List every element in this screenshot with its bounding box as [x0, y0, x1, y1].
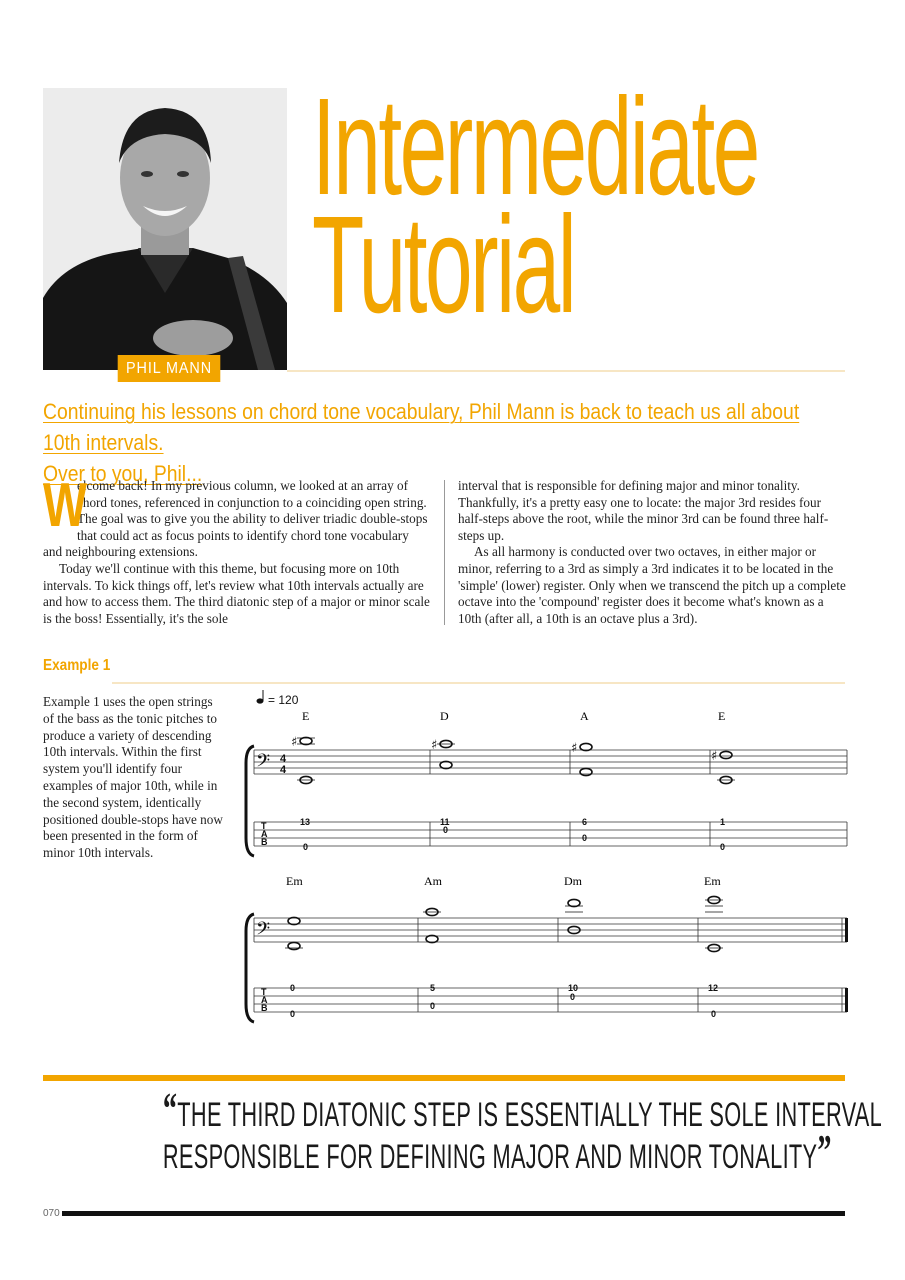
- sharp-icon: ♯: [431, 738, 438, 753]
- title-line-2: Tutorial: [312, 188, 575, 342]
- pull-quote-line-2: [162, 1126, 832, 1178]
- bass-clef-icon: 𝄢: [256, 751, 271, 776]
- article-paragraph: elcome back! In my previous column, we looked at an array of chord tones, referenced in conjunction to a coinciding open string. The goal was to give you the ability to deliver triadic double-stops that could act as focus points to identify chord tone vocabulary and neighbouring extensions.: [43, 478, 428, 560]
- time-signature-bottom: 4: [280, 764, 287, 776]
- chord-symbol: Dm: [564, 874, 582, 888]
- author-photo: [43, 88, 287, 370]
- example-title: Example 1: [43, 657, 111, 674]
- standfirst-line-1: Continuing his lessons on chord tone vocabulary, Phil Mann is back to teach us all about 10th intervals.: [43, 399, 800, 455]
- footer-rule: [62, 1211, 845, 1216]
- page-title: [312, 70, 758, 342]
- standfirst-line-2: Over to you, Phil...: [43, 461, 203, 486]
- chord-symbol: Am: [424, 874, 442, 888]
- tab-number: 5: [430, 983, 436, 993]
- page-number: 070: [43, 1208, 60, 1219]
- tab-number: 0: [582, 833, 588, 843]
- chord-symbol: A: [580, 709, 589, 723]
- standfirst: [43, 396, 800, 489]
- tempo-marking: = 120: [268, 693, 299, 707]
- tab-letter: T: [261, 987, 267, 997]
- author-name-tag: PHIL MANN: [118, 355, 221, 382]
- pull-quote-text: RESPONSIBLE FOR DEFINING MAJOR AND MINOR TONALITY: [162, 1138, 818, 1176]
- chord-symbol: Em: [704, 874, 721, 888]
- tab-number: 0: [430, 1001, 436, 1011]
- article-paragraph: As all harmony is conducted over two octaves, in either major or minor, referring to a 3rd as simply a 3rd indicates it to be located in the 'simple' (lower) register. Only when we transcend the pitch up a complete octave into the 'compound' register does it become what's known as a 10th (after all, a 10th is an octave plus a 3rd).: [458, 544, 846, 626]
- chord-symbol: E: [302, 709, 310, 723]
- pull-quote-line-1: [162, 1084, 883, 1136]
- tab-letter: B: [261, 1003, 268, 1013]
- sharp-icon: ♯: [711, 749, 718, 764]
- tab-number: 0: [570, 992, 576, 1002]
- tab-letter: B: [261, 837, 268, 847]
- article-paragraph: Today we'll continue with this theme, but focusing more on 10th intervals. To kick things off, let's review what 10th intervals actually are and how to access them. The third diatonic step of a major or minor scale is the boss! Essentially, it's the sole: [43, 560, 430, 626]
- title-line-1: Intermediate: [312, 70, 758, 224]
- drop-cap: W: [43, 471, 87, 540]
- sharp-icon: ♯: [571, 741, 578, 756]
- tab-number: 10: [568, 983, 579, 993]
- tab-number: 13: [300, 817, 311, 827]
- tab-number: 12: [708, 983, 719, 993]
- chord-symbol: Em: [286, 874, 303, 888]
- system-2: [246, 874, 848, 1022]
- example-description: [43, 694, 223, 862]
- header-rule: [287, 370, 845, 372]
- bass-clef-icon: 𝄢: [256, 919, 271, 944]
- tab-number: 0: [443, 825, 449, 835]
- tab-number: 0: [290, 983, 296, 993]
- article-paragraph: interval that is responsible for defining major and minor tonality. Thankfully, it's a pretty easy one to locate: the major 3rd resides four half-steps above the root, while the minor 3rd can be found three half-steps up.: [458, 478, 829, 543]
- example-rule: [112, 682, 845, 684]
- close-quote-mark: ”: [817, 1126, 832, 1175]
- open-quote-mark: “: [162, 1084, 178, 1133]
- tab-number: 0: [303, 842, 309, 852]
- system-1: [246, 709, 847, 856]
- notation-svg: [240, 688, 852, 1028]
- music-notation: [240, 688, 852, 1033]
- tab-number: 1: [720, 817, 726, 827]
- time-signature-top: 4: [280, 753, 287, 765]
- chord-symbol: E: [718, 709, 726, 723]
- quarter-note-icon: [257, 698, 264, 703]
- pull-quote-text: THE THIRD DIATONIC STEP IS ESSENTIALLY THE SOLE INTERVAL: [177, 1096, 883, 1134]
- article-column-right: [458, 478, 848, 627]
- tab-letter: A: [261, 995, 268, 1005]
- pull-quote: [162, 1084, 883, 1178]
- example-description-text: Example 1 uses the open strings of the bass as the tonic pitches to produce a variety of descending 10th intervals. Within the first system you'll identify four examples of major 10th, while in the second system, identically positioned double-stops have now been presented in the form of minor 10th intervals.: [43, 694, 223, 861]
- tab-number: 0: [290, 1009, 296, 1019]
- column-divider: [444, 480, 445, 625]
- tab-number: 0: [720, 842, 726, 852]
- sharp-icon: ♯: [291, 735, 298, 750]
- tab-number: 11: [440, 817, 450, 827]
- tab-letter: T: [261, 821, 267, 831]
- chord-symbol: D: [440, 709, 449, 723]
- pullquote-rule: [43, 1075, 845, 1081]
- tab-number: 0: [711, 1009, 717, 1019]
- tab-number: 6: [582, 817, 588, 827]
- tab-letter: A: [261, 829, 268, 839]
